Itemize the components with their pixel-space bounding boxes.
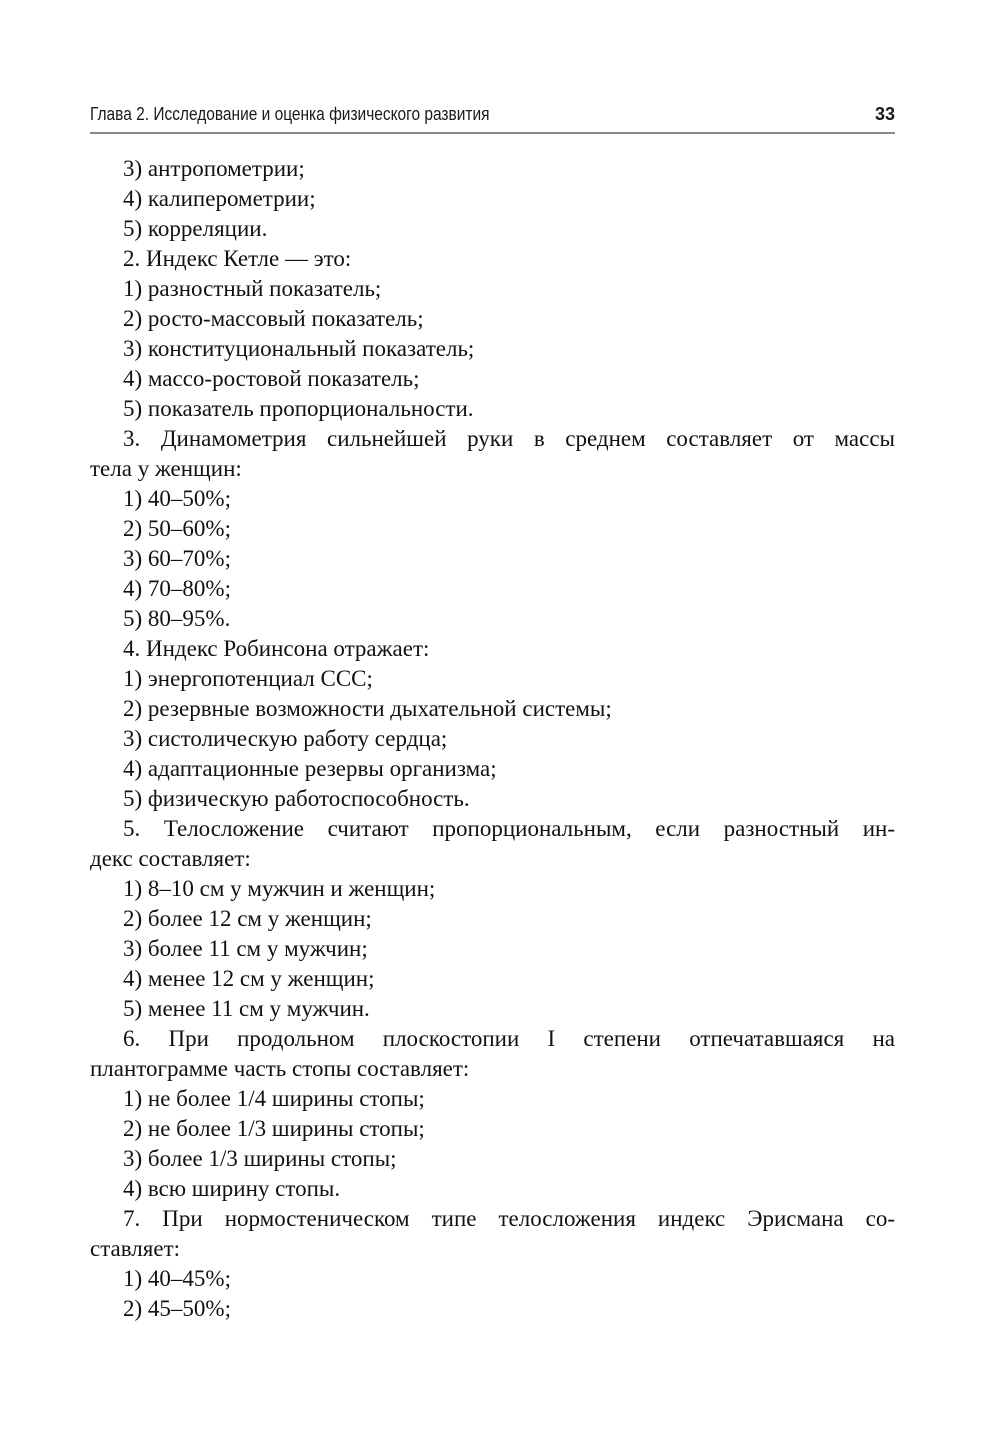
- body-text: [90, 154, 895, 1324]
- text-line: 2) не более 1/3 ширины стопы;: [123, 1116, 425, 1141]
- text-line: 1) 40–45%;: [123, 1266, 231, 1291]
- text-line: декс составляет:: [90, 846, 251, 871]
- running-head: [90, 104, 895, 130]
- text-line: 2) росто-массовый показатель;: [123, 306, 424, 331]
- page-number: 33: [874, 104, 895, 124]
- header-rule: [90, 132, 895, 134]
- text-line: 3) систолическую работу сердца;: [123, 726, 448, 751]
- text-line: 3) 60–70%;: [123, 546, 231, 571]
- text-line: 1) 40–50%;: [123, 486, 231, 511]
- text-line: 5) 80–95%.: [123, 606, 231, 631]
- text-line: 1) энергопотенциал ССС;: [123, 666, 373, 691]
- text-line: 7. При нормостеническом типе телосложения индекс Эрисмана со-: [123, 1206, 895, 1231]
- text-line: 4) 70–80%;: [123, 576, 231, 601]
- text-line: 2) резервные возможности дыхательной системы;: [123, 696, 612, 721]
- text-line: 5. Телосложение считают пропорциональным, если разностный ин-: [123, 816, 895, 841]
- text-line: 2) 45–50%;: [123, 1296, 231, 1321]
- chapter-title: Глава 2. Исследование и оценка физического развития: [90, 104, 490, 124]
- text-line: 5) показатель пропорциональности.: [123, 396, 474, 421]
- text-line: 3. Динамометрия сильнейшей руки в среднем составляет от массы: [123, 426, 895, 451]
- text-line: 3) более 1/3 ширины стопы;: [123, 1146, 397, 1171]
- text-line: 4) менее 12 см у женщин;: [123, 966, 375, 991]
- text-line: 3) более 11 см у мужчин;: [123, 936, 368, 961]
- text-line: 2. Индекс Кетле — это:: [123, 246, 352, 271]
- text-line: 4) всю ширину стопы.: [123, 1176, 341, 1201]
- text-line: 4) калиперометрии;: [123, 186, 316, 211]
- text-line: 2) 50–60%;: [123, 516, 231, 541]
- text-line: 5) физическую работоспособность.: [123, 786, 470, 811]
- text-line: 5) корреляции.: [123, 216, 268, 241]
- text-line: ставляет:: [90, 1236, 181, 1261]
- text-line: 2) более 12 см у женщин;: [123, 906, 372, 931]
- text-line: плантограмме часть стопы составляет:: [90, 1056, 470, 1081]
- text-line: 1) не более 1/4 ширины стопы;: [123, 1086, 425, 1111]
- text-line: 3) антропометрии;: [123, 156, 305, 181]
- text-line: 3) конституциональный показатель;: [123, 336, 475, 361]
- text-line: 4) адаптационные резервы организма;: [123, 756, 497, 781]
- text-line: 1) разностный показатель;: [123, 276, 382, 301]
- text-line: 6. При продольном плоскостопии I степени отпечатавшаяся на: [123, 1026, 895, 1051]
- text-line: тела у женщин:: [90, 456, 242, 481]
- text-line: 1) 8–10 см у мужчин и женщин;: [123, 876, 436, 901]
- text-line: 4) массо-ростовой показатель;: [123, 366, 420, 391]
- text-line: 4. Индекс Робинсона отражает:: [123, 636, 430, 661]
- text-line: 5) менее 11 см у мужчин.: [123, 996, 370, 1021]
